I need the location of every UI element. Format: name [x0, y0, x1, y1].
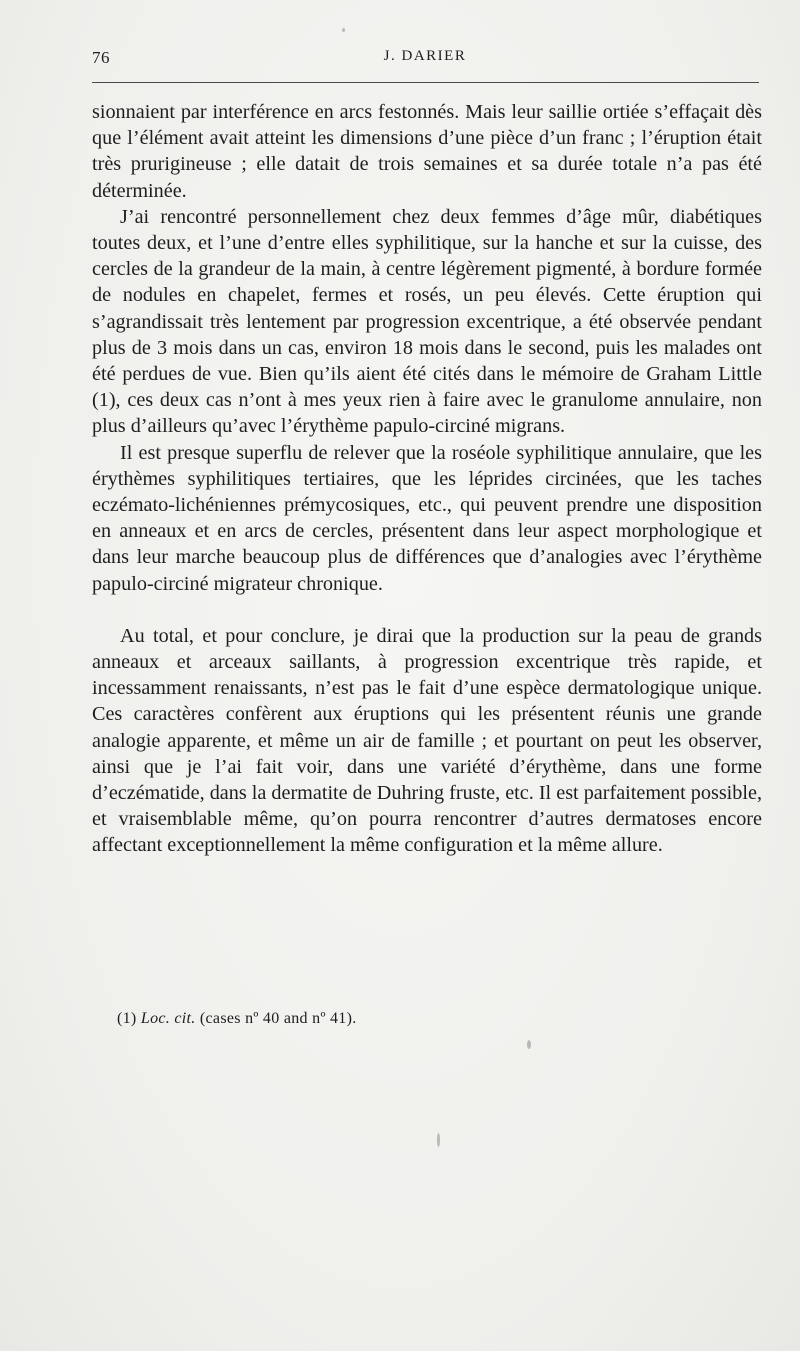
paragraph-1: sionnaient par interférence en arcs festonnés. Mais leur saillie ortiée s’effaçait dès que l’élément avait atteint les dimensions d’une pièce d’un franc ; l’éruption était très prurigineuse ; elle datait de trois semaines et sa durée totale n’a pas été déterminée. [92, 101, 762, 202]
page-number: 76 [92, 48, 110, 67]
paper-speck [342, 28, 345, 32]
header-rule [92, 82, 759, 83]
paper-speck [527, 1040, 531, 1049]
running-head: J. DARIER [383, 48, 467, 64]
paper-speck [437, 1133, 440, 1147]
paragraph-2: J’ai rencontré personnellement chez deux femmes d’âge mûr, diabétiques toutes deux, et l’une d’entre elles syphilitique, sur la hanche et sur la cuisse, des cercles de la grandeur de la main, à centre légèrement pigmenté, à bordure formée de nodules en chapelet, fermes et rosés, un peu élevés. Cette éruption qui s’agrandissait très lentement par progression excentrique, a été observée pendant plus de 3 mois dans un cas, environ 18 mois dans le second, puis les malades ont été perdues de vue. Bien qu’ils aient été cités dans le mémoire de Graham Little (1), ces deux cas n’ont à mes yeux rien à faire avec le granulome annulaire, non plus d’ailleurs qu’avec l’érythème papulo-circiné migrans. [92, 205, 762, 438]
body-text [92, 99, 762, 859]
footnote-loc-cit: Loc. cit. [140, 1010, 196, 1027]
page-header [92, 48, 758, 72]
footnote [117, 1010, 357, 1028]
paragraph-3: Il est presque superflu de relever que la roséole syphilitique annulaire, que les érythèmes syphilitiques tertiaires, que les léprides circinées, que les taches eczémato-lichéniennes prémycosiques, etc., qui peuvent prendre une disposition en anneaux et en arcs de cercles, présentent dans leur aspect morphologique et dans leur marche beaucoup plus de différences que d’analogies avec l’érythème papulo-circiné migrateur chronique. [92, 441, 762, 595]
paragraph-4: Au total, et pour conclure, je dirai que la production sur la peau de grands anneaux et arceaux saillants, à progression excentrique très rapide, et incessamment renaissants, n’est pas le fait d’une espèce dermatologique unique. Ces caractères confèrent aux éruptions qui les présentent réunis une grande analogie apparente, et même un air de famille ; et pourtant on peut les observer, ainsi que je l’ai fait voir, dans une variété d’érythème, dans une forme d’eczématide, dans la dermatite de Duhring fruste, etc. Il est parfaitement possible, et vraisemblable même, qu’on pourra rencontrer d’autres dermatoses encore affectant exceptionnellement la même configuration et la même allure. [92, 624, 762, 857]
footnote-marker: (1) [117, 1010, 137, 1027]
footnote-text: (cases nº 40 and nº 41). [199, 1010, 357, 1027]
